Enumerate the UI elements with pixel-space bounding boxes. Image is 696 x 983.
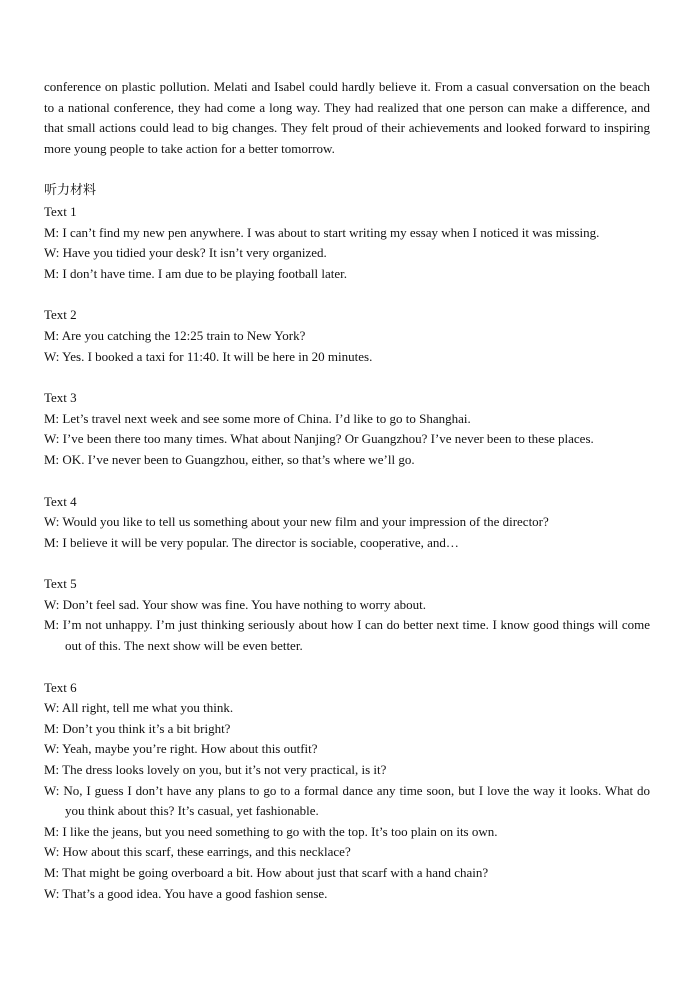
dialogue-line: W: That’s a good idea. You have a good fashion sense. [44,885,328,901]
section-title: Text 1 [44,203,77,219]
section-title: Text 4 [44,493,77,509]
section-title: Text 2 [44,307,77,323]
section-title: Text 6 [44,679,77,695]
dialogue-line: M: OK. I’ve never been to Guangzhou, either, so that’s where we’ll go. [44,451,415,467]
dialogue-line: W: I’ve been there too many times. What about Nanjing? Or Guangzhou? I’ve never been to these places. [44,431,594,447]
text-section-3 [44,388,650,470]
dialogue-line: W: Have you tidied your desk? It isn’t very organized. [44,245,327,261]
text-section-4 [44,492,650,554]
dialogue-line: W: All right, tell me what you think. [44,700,234,716]
dialogue-line: W: Would you like to tell us something about your new film and your impression of the director? [44,514,549,530]
dialogue-line: W: Don’t feel sad. Your show was fine. You have nothing to worry about. [44,596,427,612]
section-title: Text 3 [44,390,77,406]
text-section-5 [44,574,650,656]
dialogue-line: M: I like the jeans, but you need something to go with the top. It’s too plain on its own. [44,823,498,839]
dialogue-line: W: How about this scarf, these earrings, and this necklace? [44,844,351,860]
dialogue-line: M: The dress looks lovely on you, but it’s not very practical, is it? [44,762,387,778]
dialogue-line: M: Are you catching the 12:25 train to New York? [44,327,306,343]
dialogue-line: M: Don’t you think it’s a bit bright? [44,720,231,736]
listening-material-heading: 听力材料 [44,183,97,199]
dialogue-line: M: I can’t find my new pen anywhere. I was about to start writing my essay when I noticed it was missing. [44,224,600,240]
dialogue-line: M: Let’s travel next week and see some more of China. I’d like to go to Shanghai. [44,410,471,426]
document-page [44,77,650,904]
passage-paragraph: conference on plastic pollution. Melati and Isabel could hardly believe it. From a casual conversation on the beach to a national conference, they had come a long way. They had realized that one person can make a difference, and that small actions could lead to big changes. They felt proud of their achievements and looked forward to inspiring more young people to take action for a better tomorrow. [44,79,650,156]
text-section-2 [44,305,650,367]
dialogue-line: W: Yeah, maybe you’re right. How about this outfit? [44,741,318,757]
dialogue-line: M: That might be going overboard a bit. How about just that scarf with a hand chain? [44,865,489,880]
section-title: Text 5 [44,576,77,592]
dialogue-line: M: I believe it will be very popular. The director is sociable, cooperative, and… [44,534,459,550]
text-section-1 [44,202,650,284]
dialogue-line: M: I don’t have time. I am due to be playing football later. [44,265,348,281]
text-section-6 [44,678,650,905]
dialogue-line: W: No, I guess I don’t have any plans to go to a formal dance any time soon, but I love the way it looks. What do you think about this? It’s casual, yet fashionable. [44,782,650,819]
dialogue-line: M: I’m not unhappy. I’m just thinking seriously about how I can do better next time. I know good things will come out of this. The next show will be even better. [44,617,650,654]
dialogue-line: W: Yes. I booked a taxi for 11:40. It will be here in 20 minutes. [44,348,373,364]
